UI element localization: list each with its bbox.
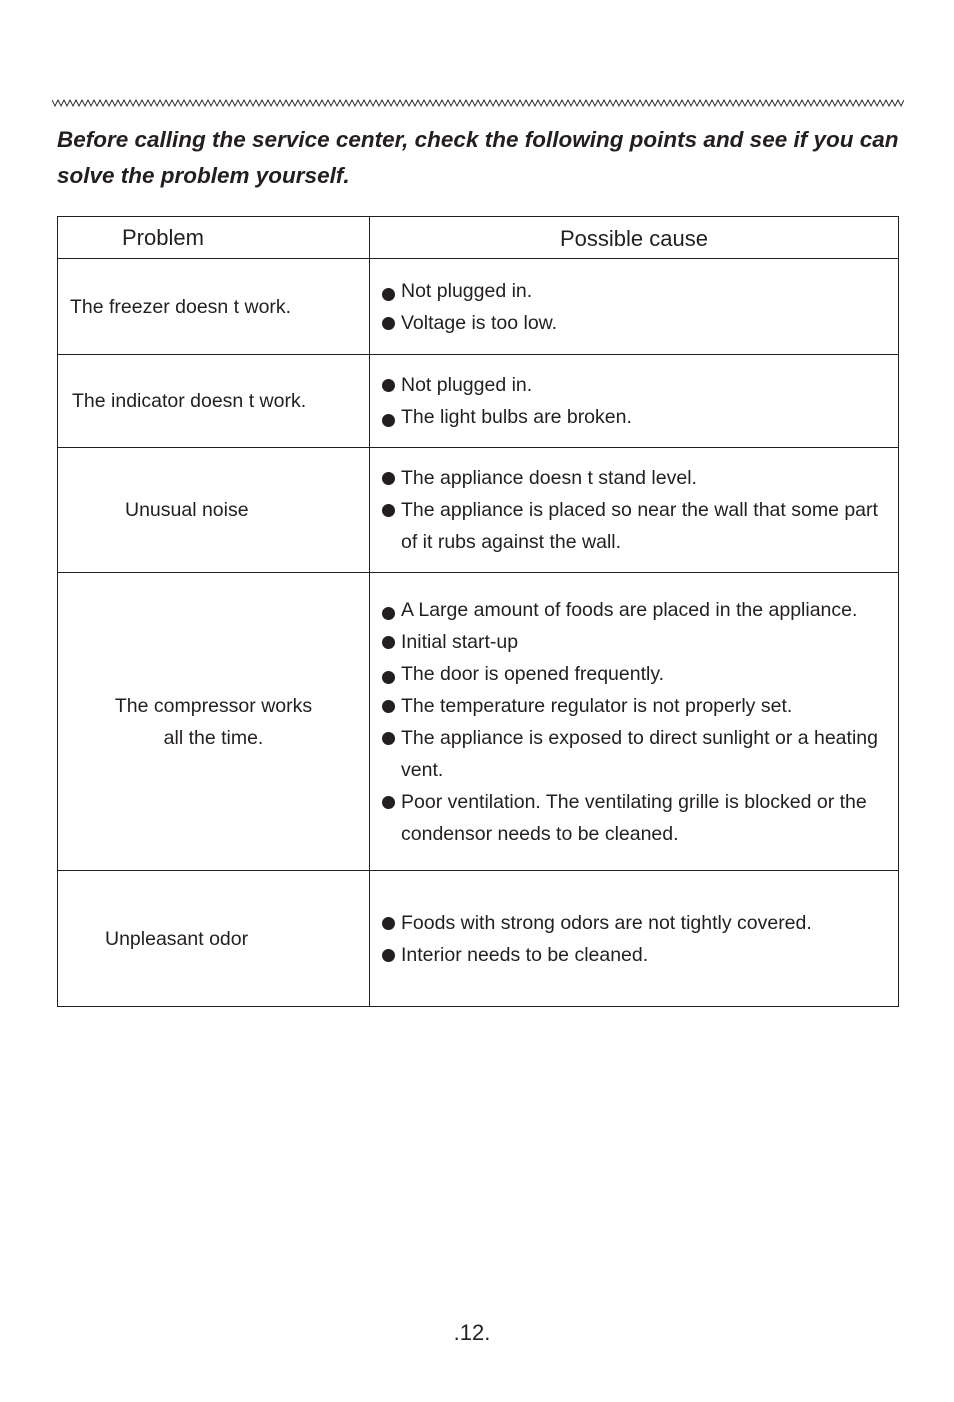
cause-list [370, 594, 898, 850]
table-row [58, 448, 899, 573]
table-row [58, 871, 899, 1007]
cause-list [370, 369, 898, 433]
cause-item: Not plugged in. [382, 275, 890, 307]
problem-cell [58, 573, 370, 871]
bullet-icon [382, 917, 395, 930]
cause-item: Interior needs to be cleaned. [382, 939, 890, 971]
page-number: .12. [453, 1320, 491, 1345]
bullet-icon [382, 796, 395, 809]
cause-item: Not plugged in. [382, 369, 890, 401]
problem-text: Unusual noise [125, 499, 249, 521]
cause-item: Foods with strong odors are not tightly covered. [382, 907, 890, 939]
cause-cell [370, 871, 899, 1007]
problem-text: The indicator doesn t work. [72, 390, 307, 412]
bullet-icon [382, 472, 395, 485]
cause-item: Poor ventilation. The ventilating grille is blocked or the condensor needs to be cleaned. [382, 786, 894, 850]
bullet-icon [382, 607, 395, 620]
header-possible-cause: Possible cause [370, 217, 899, 259]
bullet-icon [382, 700, 395, 713]
problem-cell [58, 355, 370, 448]
cause-item: The appliance is exposed to direct sunlight or a heating vent. [382, 722, 894, 786]
cause-item: The light bulbs are broken. [382, 401, 890, 433]
table-row [58, 355, 899, 448]
bullet-icon [382, 732, 395, 745]
bullet-icon [382, 636, 395, 649]
cause-item: Initial start-up [382, 626, 894, 658]
problem-cell [58, 448, 370, 573]
header-problem: Problem [58, 217, 370, 259]
cause-list [370, 275, 898, 339]
cause-cell [370, 355, 899, 448]
cause-cell [370, 573, 899, 871]
troubleshooting-table [57, 216, 899, 1007]
problem-text: all the time. [163, 726, 264, 749]
bullet-icon [382, 949, 395, 962]
bullet-icon [382, 414, 395, 427]
cause-item: The appliance doesn t stand level. [382, 462, 890, 494]
table-row [58, 573, 899, 871]
cause-item: The temperature regulator is not properly set. [382, 690, 894, 722]
bullet-icon [382, 671, 395, 684]
problem-cell [58, 259, 370, 355]
intro-instruction: Before calling the service center, check the following points and see if you can solve the problem yourself. [57, 127, 899, 188]
cause-list [370, 907, 898, 971]
cause-cell [370, 448, 899, 573]
problem-text: Unpleasant odor [105, 927, 249, 950]
problem-text: The freezer doesn t work. [70, 295, 292, 318]
problem-text: The compressor works [114, 694, 313, 717]
cause-item: The door is opened frequently. [382, 658, 894, 690]
cause-cell [370, 259, 899, 355]
bullet-icon [382, 317, 395, 330]
cause-item: The appliance is placed so near the wall that some part of it rubs against the wall. [382, 494, 890, 558]
zigzag-divider [52, 98, 904, 108]
bullet-icon [382, 288, 395, 301]
problem-cell [58, 871, 370, 1007]
cause-item: A Large amount of foods are placed in the appliance. [382, 594, 894, 626]
bullet-icon [382, 379, 395, 392]
cause-list [370, 462, 898, 558]
table-row [58, 259, 899, 355]
bullet-icon [382, 504, 395, 517]
cause-item: Voltage is too low. [382, 307, 890, 339]
